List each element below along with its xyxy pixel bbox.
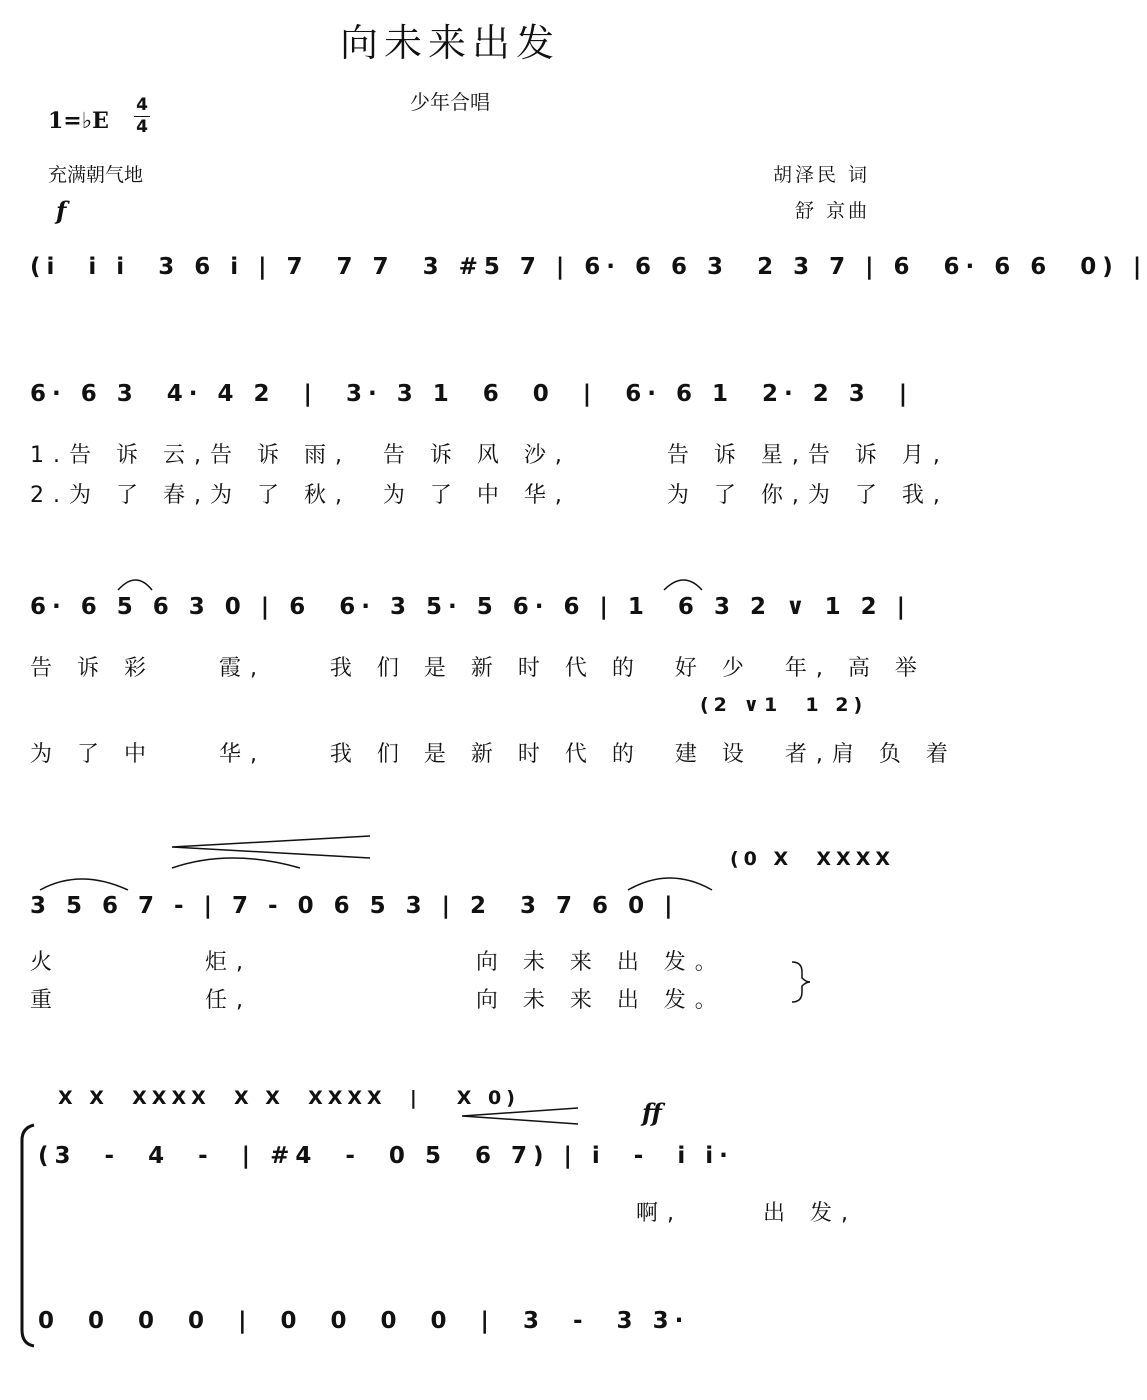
tie-1 bbox=[172, 858, 300, 868]
composer-credit: 舒 京曲 bbox=[794, 200, 870, 222]
song-title: 向未来出发 bbox=[339, 21, 560, 65]
slur-2 bbox=[664, 580, 702, 590]
slur-4 bbox=[628, 878, 712, 890]
percussion-line-5: X X XXXX X X XXXX | X 0) bbox=[58, 1087, 520, 1109]
slur-3 bbox=[40, 879, 128, 890]
lyric-line-4-verse-1: 火 炬, 向 未 来 出 发。 bbox=[30, 950, 726, 975]
crescendo-hairpin-2 bbox=[462, 1108, 578, 1124]
lyric-line-2-verse-2: 2.为 了 春,为 了 秋, 为 了 中 华, 为 了 你,为 了 我, bbox=[30, 483, 949, 508]
notation-line-3: 6· 6 5 6 3 0 | 6 6· 3 5· 5 6· 6 | 1 6 3 2 ∨ 1 2 | bbox=[30, 594, 912, 620]
alternate-notes: (2 ∨1 1 2) bbox=[700, 694, 868, 716]
time-signature-top: 4 bbox=[136, 95, 148, 115]
notation-line-1: (i i i 3 6 i | 7 7 7 3 #5 7 | 6· 6 6 3 2 3 7 | 6 6· 6 6 0) | bbox=[30, 254, 1147, 280]
notation-line-4: 3 5 6 7 - | 7 - 0 6 5 3 | 2 3 7 6 0 | bbox=[30, 893, 679, 919]
lyric-line-2-verse-1: 1.告 诉 云,告 诉 雨, 告 诉 风 沙, 告 诉 星,告 诉 月, bbox=[30, 443, 949, 468]
lyric-line-4-verse-2: 重 任, 向 未 来 出 发。 bbox=[30, 988, 726, 1013]
dynamic-fortissimo: ff bbox=[642, 1098, 662, 1127]
lyric-line-3-verse-1: 告 诉 彩 霞, 我 们 是 新 时 代 的 好 少 年, 高 举 bbox=[30, 656, 926, 681]
lyric-line-3-verse-2: 为 了 中 华, 我 们 是 新 时 代 的 建 设 者,肩 负 着 bbox=[30, 742, 957, 767]
dynamic-forte: f bbox=[56, 196, 67, 225]
crescendo-hairpin-1 bbox=[172, 836, 370, 858]
verse-brace bbox=[792, 962, 810, 1002]
notation-line-5-lower: 0 0 0 0 | 0 0 0 0 | 3 - 3 3· bbox=[38, 1308, 690, 1334]
notation-line-2: 6· 6 3 4· 4 2 | 3· 3 1 6 0 | 6· 6 1 2· 2 3 | bbox=[30, 381, 914, 407]
lyric-line-5-upper: 啊, 出 发, bbox=[636, 1201, 857, 1226]
notation-line-5-upper: (3 - 4 - | #4 - 0 5 6 7) | i - i i· bbox=[38, 1143, 734, 1169]
slur-1 bbox=[118, 580, 152, 590]
tempo-marking: 充满朝气地 bbox=[48, 164, 144, 186]
key-signature: 1=♭E bbox=[48, 108, 109, 134]
lyricist-credit: 胡泽民 词 bbox=[772, 164, 870, 186]
percussion-line-4: (0 X XXXX bbox=[730, 848, 895, 870]
song-subtitle: 少年合唱 bbox=[410, 90, 490, 114]
system-brace bbox=[22, 1125, 34, 1346]
time-signature-bottom: 4 bbox=[136, 117, 148, 137]
